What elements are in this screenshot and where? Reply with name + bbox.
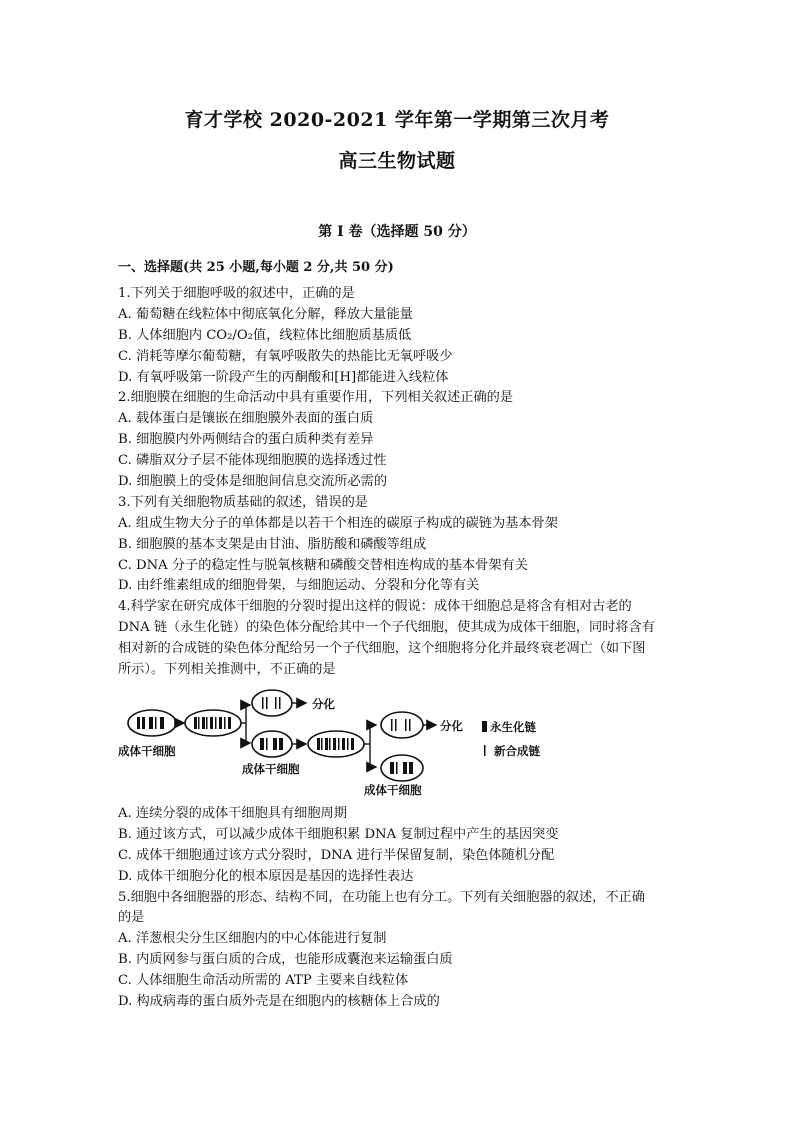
option-d: D. 成体干细胞分化的根本原因是基因的选择性表达: [118, 868, 414, 884]
option-d: D. 由纤维素组成的细胞骨架，与细胞运动、分裂和分化等有关: [118, 578, 480, 594]
question-stem: DNA 链（永生化链）的染色体分配给其中一个子代细胞，使其成为成体干细胞，同时将含有: [118, 620, 655, 636]
question-stem: 1.下列关于细胞呼吸的叙述中，正确的是: [118, 286, 355, 301]
exam-title: 育才学校 2020-2021 学年第一学期第三次月考: [184, 109, 610, 131]
option-b: B. 细胞膜内外两侧结合的蛋白质种类有差异: [118, 432, 374, 448]
option-d: D. 细胞膜上的受体是细胞间信息交流所必需的: [118, 474, 388, 490]
option-a: A. 连续分裂的成体干细胞具有细胞周期: [118, 806, 347, 821]
question-stem: 相对新的合成链的染色体分配给另一个子代细胞，这个细胞将分化并最终衰老凋亡（如下图: [118, 641, 646, 657]
cell-ellipse: [381, 755, 423, 781]
question-stem: 所示）。下列相关推测中，不正确的是: [118, 662, 336, 678]
question-stem: 2.细胞膜在细胞的生命活动中具有重要作用，下列相关叙述正确的是: [118, 390, 514, 406]
cell-ellipse: [252, 690, 292, 716]
exam-subtitle: 高三生物试题: [338, 150, 456, 172]
label-stem-cell: 成体干细胞: [242, 762, 300, 776]
option-b: B. 通过该方式，可以减少成体干细胞积累 DNA 复制过程中产生的基因突变: [118, 826, 559, 842]
cell-ellipse: [252, 731, 292, 757]
stem-cell-division-figure: [118, 685, 578, 800]
option-c: C. DNA 分子的稳定性与脱氧核糖和磷酸交替相连构成的基本骨架有关: [118, 557, 528, 573]
option-c: C. 磷脂双分子层不能体现细胞膜的选择透过性: [118, 453, 387, 469]
option-c: C. 消耗等摩尔葡萄糖，有氧呼吸散失的热能比无氧呼吸少: [118, 348, 453, 364]
label-differentiate: 分化: [312, 697, 335, 711]
option-a: A. 葡萄糖在线粒体中彻底氧化分解，释放大量能量: [118, 306, 413, 322]
label-stem-cell: 成体干细胞: [118, 744, 176, 758]
questions-block-2: [118, 804, 693, 1013]
option-d: D. 构成病毒的蛋白质外壳是在细胞内的核糖体上合成的: [118, 994, 440, 1010]
option-d: D. 有氧呼吸第一阶段产生的丙酮酸和[H]都能进入线粒体: [118, 369, 449, 385]
section-heading: 一、选择题(共 25 小题,每小题 2 分,共 50 分): [118, 260, 394, 275]
label-differentiate: 分化: [440, 719, 463, 733]
question-stem: 4.科学家在研究成体干细胞的分裂时提出这样的假说：成体干细胞总是将含有相对古老的: [118, 599, 632, 615]
option-c: C. 成体干细胞通过该方式分裂时，DNA 进行半保留复制，染色体随机分配: [118, 847, 555, 863]
option-b: B. 人体细胞内 CO₂/O₂值，线粒体比细胞质基质低: [118, 327, 412, 343]
question-stem: 5.细胞中各细胞器的形态、结构不同，在功能上也有分工。下列有关细胞器的叙述，不正确: [118, 889, 645, 905]
cell-ellipse: [381, 712, 423, 738]
legend-old-strand-swatch: [482, 721, 487, 732]
legend-new-strand: 新合成链: [494, 744, 540, 758]
legend-old-strand: 永生化链: [490, 720, 536, 734]
part-heading: 第 I 卷（选择题 50 分）: [318, 224, 476, 240]
question-stem: 的是: [118, 910, 145, 926]
question-stem: 3.下列有关细胞物质基础的叙述，错误的是: [118, 494, 368, 510]
legend-new-strand-swatch: [484, 745, 486, 756]
label-stem-cell: 成体干细胞: [364, 783, 422, 797]
option-a: A. 组成生物大分子的单体都是以若干个相连的碳原子构成的碳链为基本骨架: [118, 515, 558, 531]
option-b: B. 细胞膜的基本支架是由甘油、脂肪酸和磷酸等组成: [118, 536, 427, 552]
option-a: A. 载体蛋白是镶嵌在细胞膜外表面的蛋白质: [118, 411, 374, 427]
option-c: C. 人体细胞生命活动所需的 ATP 主要来自线粒体: [118, 973, 409, 989]
option-a: A. 洋葱根尖分生区细胞内的中心体能进行复制: [118, 931, 387, 947]
option-b: B. 内质网参与蛋白质的合成，也能形成囊泡来运输蛋白质: [118, 952, 453, 968]
questions-block-1: [118, 284, 693, 681]
